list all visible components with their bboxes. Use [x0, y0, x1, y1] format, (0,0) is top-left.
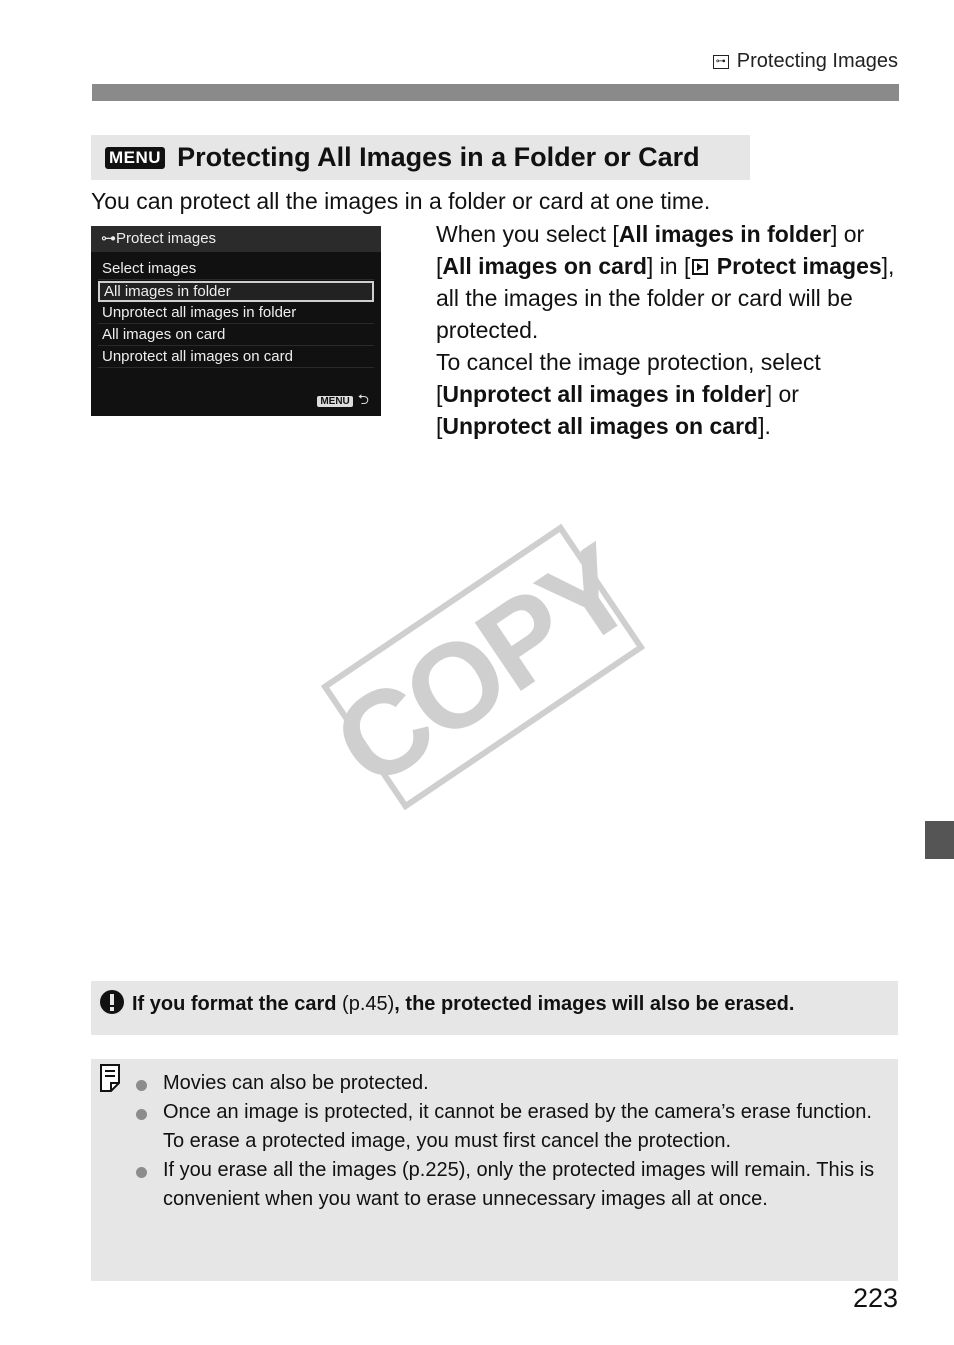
text: ], all the images in the folder or card will be protected.: [436, 253, 895, 343]
text: ].: [758, 413, 771, 439]
menu-icon: MENU: [317, 396, 352, 407]
description-paragraph-1: [436, 218, 898, 346]
notes-list: [163, 1069, 878, 1214]
option-name: All images in folder: [618, 221, 831, 247]
screen-title-bar: [91, 226, 381, 252]
list-item: Movies can also be protected.: [163, 1069, 878, 1098]
page-number: 223: [852, 1283, 898, 1313]
playback-icon: [692, 259, 708, 275]
screen-title: Protect images: [116, 230, 217, 247]
option-name: Unprotect all images in folder: [442, 381, 766, 407]
text: To cancel the image protection, select [: [436, 349, 821, 407]
screen-menu-item[interactable]: Select images: [98, 259, 374, 280]
text: ] or [: [436, 381, 799, 439]
screen-menu-item[interactable]: Unprotect all images on card: [98, 347, 374, 368]
screen-footer: [317, 389, 369, 413]
running-head: [713, 50, 898, 73]
text: When you select [: [436, 221, 619, 247]
key-icon: ⊶: [713, 55, 729, 69]
running-head-text: Protecting Images: [736, 50, 898, 72]
key-icon: ⊶: [101, 230, 116, 247]
copy-watermark: COPY: [311, 520, 655, 814]
description: [436, 218, 898, 442]
caution-page-ref: (p.45): [336, 993, 395, 1015]
chapter-tab: [925, 821, 954, 859]
notes-box: [91, 1059, 898, 1281]
section-heading: [91, 135, 750, 180]
camera-screen: [91, 226, 381, 416]
screen-menu-item-selected[interactable]: All images in folder: [98, 281, 374, 302]
text: ] or [: [436, 221, 865, 279]
screen-menu-item[interactable]: All images on card: [98, 325, 374, 346]
caution-icon: [99, 989, 125, 1015]
header-rule: [92, 84, 899, 101]
text: ] in [: [646, 253, 691, 279]
list-item: Once an image is protected, it cannot be erased by the camera’s erase function. To erase a protected image, you must first cancel the protection.: [163, 1098, 878, 1156]
menu-icon: MENU: [105, 147, 165, 169]
back-arrow-icon: ⮌: [357, 391, 369, 407]
caution-bold-text: If you format the card: [132, 993, 337, 1015]
intro-text: You can protect all the images in a folder or card at one time.: [91, 188, 711, 214]
option-name: All images on card: [442, 253, 647, 279]
caution-box: [91, 981, 898, 1035]
list-item: If you erase all the images (p.225), only the protected images will remain. This is convenient when you want to erase unnecessary images all at once.: [163, 1156, 878, 1214]
description-paragraph-2: [436, 346, 898, 442]
section-title: Protecting All Images in a Folder or Card: [177, 142, 700, 172]
option-name: Unprotect all images on card: [442, 413, 759, 439]
screen-menu-item[interactable]: Unprotect all images in folder: [98, 303, 374, 324]
menu-name: Protect images: [716, 253, 882, 279]
caution-bold-text: , the protected images will also be erased.: [394, 993, 795, 1015]
note-icon: [99, 1063, 121, 1093]
